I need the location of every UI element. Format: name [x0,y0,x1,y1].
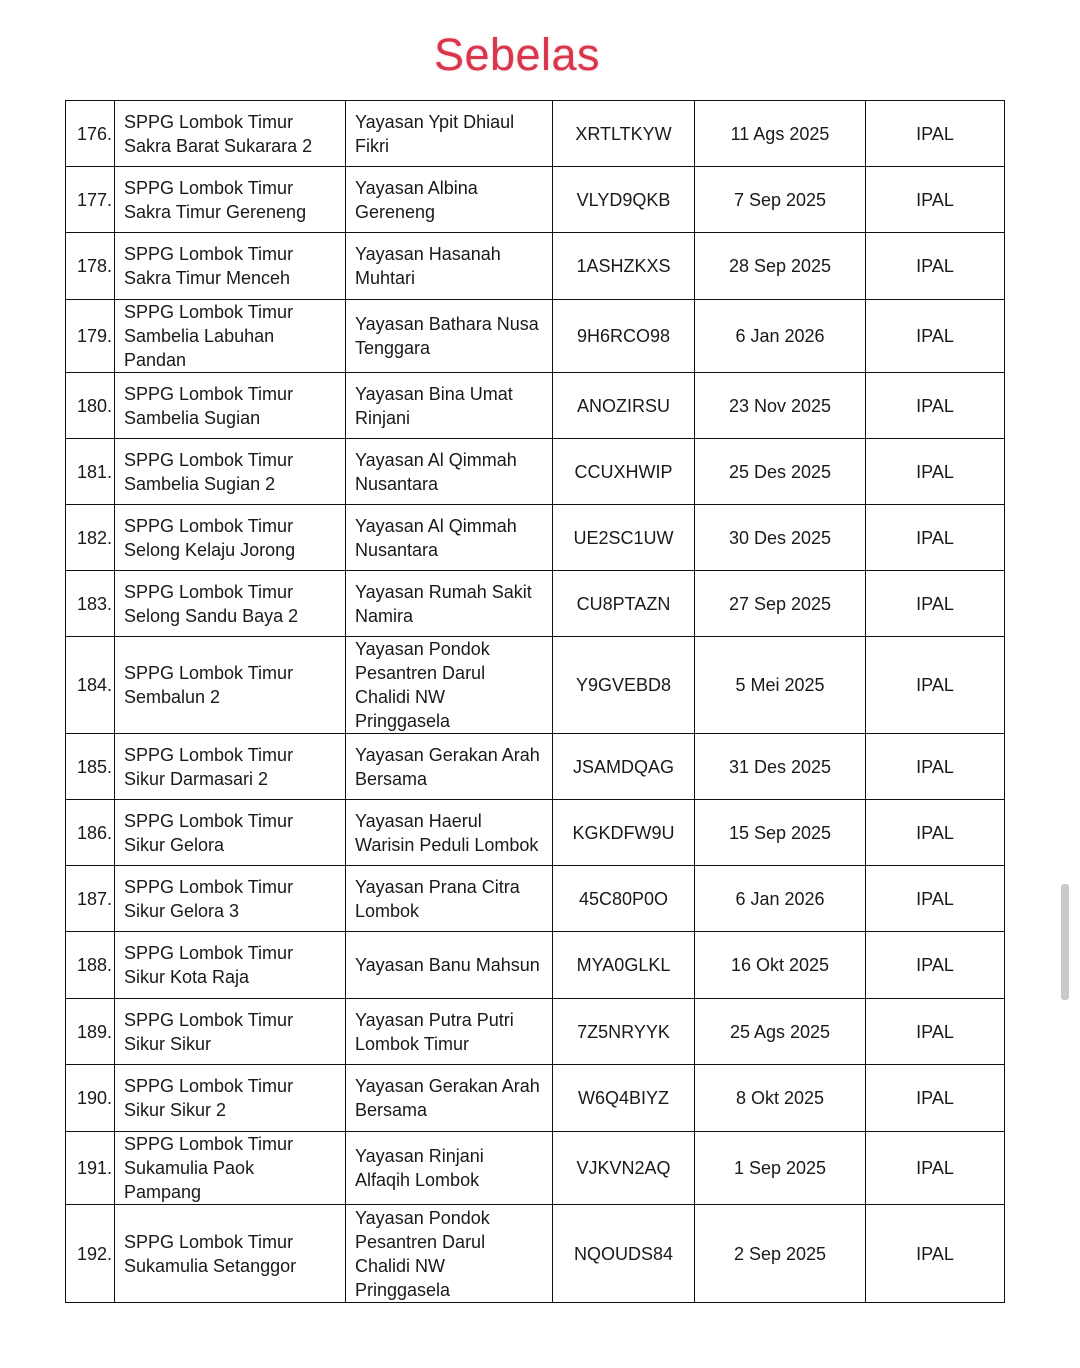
code-cell: JSAMDQAG [553,734,695,800]
row-number-cell: 186. [66,800,115,866]
yayasan-line: Pesantren Darul [355,663,486,683]
sppg-name-line: Sukamulia Paok [124,1158,255,1178]
yayasan-cell [346,932,553,999]
table-row [66,800,1005,866]
sppg-name-line: Sikur Gelora 3 [124,900,240,921]
sppg-name-line: SPPG Lombok Timur [124,449,294,470]
row-number-cell: 190. [66,1065,115,1132]
table-row [66,1065,1005,1132]
type-cell: IPAL [866,637,1005,734]
type-cell: IPAL [866,999,1005,1065]
code-cell: VLYD9QKB [553,167,695,233]
table-row [66,439,1005,505]
type-cell: IPAL [866,439,1005,505]
sppg-name-line: SPPG Lombok Timur [124,1009,294,1030]
yayasan-line: Muhtari [355,268,416,288]
date-cell: 25 Des 2025 [695,439,866,505]
sppg-name-cell [115,233,346,300]
yayasan-line: Yayasan Gerakan Arah [355,744,540,765]
yayasan-cell [346,101,553,167]
table-row [66,233,1005,300]
type-cell: IPAL [866,1065,1005,1132]
table-row [66,637,1005,734]
yayasan-cell [346,1132,553,1205]
yayasan-line: Gereneng [355,201,436,222]
sppg-name-cell [115,637,346,734]
date-cell: 23 Nov 2025 [695,373,866,439]
sppg-name-cell [115,999,346,1065]
sppg-name-line: SPPG Lombok Timur [124,876,294,897]
type-cell: IPAL [866,734,1005,800]
sppg-name-line: SPPG Lombok Timur [124,383,294,404]
table-row [66,101,1005,167]
yayasan-cell [346,439,553,505]
yayasan-cell [346,300,553,373]
yayasan-line: Yayasan Banu Mahsun [355,955,540,975]
yayasan-cell [346,1065,553,1132]
date-cell: 1 Sep 2025 [695,1132,866,1205]
date-cell: 6 Jan 2026 [695,300,866,373]
date-cell: 16 Okt 2025 [695,932,866,999]
sppg-name-cell [115,866,346,932]
sppg-name-cell [115,1205,346,1303]
date-cell: 27 Sep 2025 [695,571,866,637]
yayasan-cell [346,999,553,1065]
code-cell: VJKVN2AQ [553,1132,695,1205]
sppg-name-line: Sakra Timur Gereneng [124,201,307,222]
vertical-scrollbar[interactable] [1061,884,1069,1000]
type-cell: IPAL [866,505,1005,571]
date-cell: 15 Sep 2025 [695,800,866,866]
sppg-name-line: SPPG Lombok Timur [124,744,294,765]
sppg-name-line: SPPG Lombok Timur [124,111,294,132]
yayasan-line: Yayasan Rinjani [355,1146,484,1166]
type-cell: IPAL [866,373,1005,439]
sppg-name-cell [115,167,346,233]
sppg-name-cell [115,800,346,866]
yayasan-line: Warisin Peduli Lombok [355,834,539,855]
yayasan-line: Yayasan Hasanah [355,244,501,264]
sppg-name-cell [115,1065,346,1132]
yayasan-line: Pringgasela [355,711,451,731]
sppg-name-line: Selong Sandu Baya 2 [124,605,299,626]
row-number-cell: 184. [66,637,115,734]
yayasan-line: Yayasan Bathara Nusa [355,314,539,334]
sppg-name-line: Sambelia Sugian [124,407,261,428]
row-number-cell: 191. [66,1132,115,1205]
type-cell: IPAL [866,1205,1005,1303]
yayasan-line: Bersama [355,1100,428,1120]
yayasan-line: Yayasan Haerul [355,810,482,831]
yayasan-cell [346,734,553,800]
type-cell: IPAL [866,101,1005,167]
row-number-cell: 178. [66,233,115,300]
row-number-cell: 176. [66,101,115,167]
table-row [66,734,1005,800]
date-cell: 28 Sep 2025 [695,233,866,300]
table-row [66,505,1005,571]
yayasan-line: Alfaqih Lombok [355,1170,480,1190]
sppg-name-line: Sukamulia Setanggor [124,1255,297,1276]
sppg-name-cell [115,373,346,439]
row-number-cell: 187. [66,866,115,932]
sppg-name-line: Sikur Sikur 2 [124,1100,227,1120]
yayasan-cell [346,866,553,932]
row-number-cell: 188. [66,932,115,999]
table-row [66,167,1005,233]
yayasan-line: Bersama [355,768,428,789]
row-number-cell: 192. [66,1205,115,1303]
row-number-cell: 179. [66,300,115,373]
type-cell: IPAL [866,300,1005,373]
table-row [66,932,1005,999]
sppg-table [65,100,1005,1303]
type-cell: IPAL [866,800,1005,866]
table-row [66,571,1005,637]
yayasan-line: Yayasan Ypit Dhiaul [355,111,515,132]
sppg-name-line: Pandan [124,350,187,370]
sppg-name-line: Sakra Barat Sukarara 2 [124,135,313,156]
sppg-name-line: SPPG Lombok Timur [124,515,294,536]
sppg-name-line: Selong Kelaju Jorong [124,539,296,560]
table-body [66,101,1005,1303]
yayasan-cell [346,637,553,734]
row-number-cell: 181. [66,439,115,505]
yayasan-line: Nusantara [355,473,439,494]
sppg-name-line: SPPG Lombok Timur [124,1134,294,1154]
yayasan-cell [346,373,553,439]
yayasan-line: Yayasan Putra Putri [355,1009,514,1030]
type-cell: IPAL [866,866,1005,932]
yayasan-line: Tenggara [355,338,431,358]
type-cell: IPAL [866,571,1005,637]
sppg-name-cell [115,439,346,505]
sppg-name-line: SPPG Lombok Timur [124,177,294,198]
yayasan-line: Namira [355,605,414,626]
type-cell: IPAL [866,932,1005,999]
sppg-name-cell [115,505,346,571]
yayasan-line: Yayasan Bina Umat [355,383,513,404]
date-cell: 2 Sep 2025 [695,1205,866,1303]
yayasan-line: Pesantren Darul [355,1231,486,1252]
yayasan-line: Rinjani [355,407,411,428]
sppg-name-line: SPPG Lombok Timur [124,663,294,683]
code-cell: CCUXHWIP [553,439,695,505]
sppg-name-cell [115,734,346,800]
row-number-cell: 185. [66,734,115,800]
yayasan-line: Yayasan Al Qimmah [355,515,517,536]
sppg-name-line: Sembalun 2 [124,687,221,707]
code-cell: MYA0GLKL [553,932,695,999]
sppg-name-line: SPPG Lombok Timur [124,244,294,264]
yayasan-line: Lombok [355,900,420,921]
date-cell: 11 Ags 2025 [695,101,866,167]
sppg-name-line: SPPG Lombok Timur [124,810,294,831]
yayasan-line: Chalidi NW [355,1255,446,1276]
table-row [66,1132,1005,1205]
type-cell: IPAL [866,167,1005,233]
type-cell: IPAL [866,233,1005,300]
sppg-name-cell [115,932,346,999]
sppg-name-line: Sikur Darmasari 2 [124,768,269,789]
yayasan-line: Chalidi NW [355,687,446,707]
row-number-cell: 182. [66,505,115,571]
code-cell: 45C80P0O [553,866,695,932]
type-cell: IPAL [866,1132,1005,1205]
sppg-name-line: SPPG Lombok Timur [124,943,294,963]
date-cell: 30 Des 2025 [695,505,866,571]
sppg-name-line: Sambelia Sugian 2 [124,473,276,494]
table-row [66,999,1005,1065]
yayasan-line: Yayasan Albina [355,177,478,198]
code-cell: 9H6RCO98 [553,300,695,373]
table-row [66,300,1005,373]
code-cell: Y9GVEBD8 [553,637,695,734]
date-cell: 8 Okt 2025 [695,1065,866,1132]
sppg-name-line: SPPG Lombok Timur [124,581,294,602]
sppg-name-cell [115,300,346,373]
sppg-name-cell [115,571,346,637]
yayasan-line: Yayasan Gerakan Arah [355,1076,540,1096]
yayasan-cell [346,505,553,571]
yayasan-line: Lombok Timur [355,1033,470,1054]
yayasan-cell [346,233,553,300]
yayasan-line: Yayasan Al Qimmah [355,449,517,470]
code-cell: CU8PTAZN [553,571,695,637]
row-number-cell: 183. [66,571,115,637]
code-cell: 7Z5NRYYK [553,999,695,1065]
date-cell: 25 Ags 2025 [695,999,866,1065]
yayasan-line: Nusantara [355,539,439,560]
row-number-cell: 177. [66,167,115,233]
table-row [66,866,1005,932]
yayasan-cell [346,800,553,866]
yayasan-line: Yayasan Pondok [355,1207,490,1228]
yayasan-cell [346,1205,553,1303]
yayasan-line: Yayasan Pondok [355,639,490,659]
yayasan-line: Yayasan Rumah Sakit [355,581,532,602]
code-cell: W6Q4BIYZ [553,1065,695,1132]
sppg-name-cell [115,1132,346,1205]
page-title: Sebelas [433,29,601,80]
code-cell: KGKDFW9U [553,800,695,866]
yayasan-line: Pringgasela [355,1279,451,1300]
code-cell: NQOUDS84 [553,1205,695,1303]
row-number-cell: 180. [66,373,115,439]
yayasan-cell [346,167,553,233]
yayasan-cell [346,571,553,637]
sppg-name-line: SPPG Lombok Timur [124,302,294,322]
yayasan-line: Fikri [355,135,389,156]
code-cell: 1ASHZKXS [553,233,695,300]
table-row [66,373,1005,439]
date-cell: 31 Des 2025 [695,734,866,800]
code-cell: UE2SC1UW [553,505,695,571]
sppg-name-line: SPPG Lombok Timur [124,1231,294,1252]
row-number-cell: 189. [66,999,115,1065]
yayasan-line: Yayasan Prana Citra [355,876,520,897]
code-cell: ANOZIRSU [553,373,695,439]
sppg-name-line: Sikur Sikur [124,1033,212,1054]
code-cell: XRTLTKYW [553,101,695,167]
table-row [66,1205,1005,1303]
sppg-name-line: Sakra Timur Menceh [124,268,291,288]
sppg-name-line: SPPG Lombok Timur [124,1076,294,1096]
sppg-name-line: Pampang [124,1182,202,1202]
sppg-name-line: Sikur Gelora [124,834,225,855]
date-cell: 5 Mei 2025 [695,637,866,734]
date-cell: 7 Sep 2025 [695,167,866,233]
date-cell: 6 Jan 2026 [695,866,866,932]
sppg-name-line: Sikur Kota Raja [124,967,250,987]
sppg-name-line: Sambelia Labuhan [124,326,275,346]
sppg-name-cell [115,101,346,167]
